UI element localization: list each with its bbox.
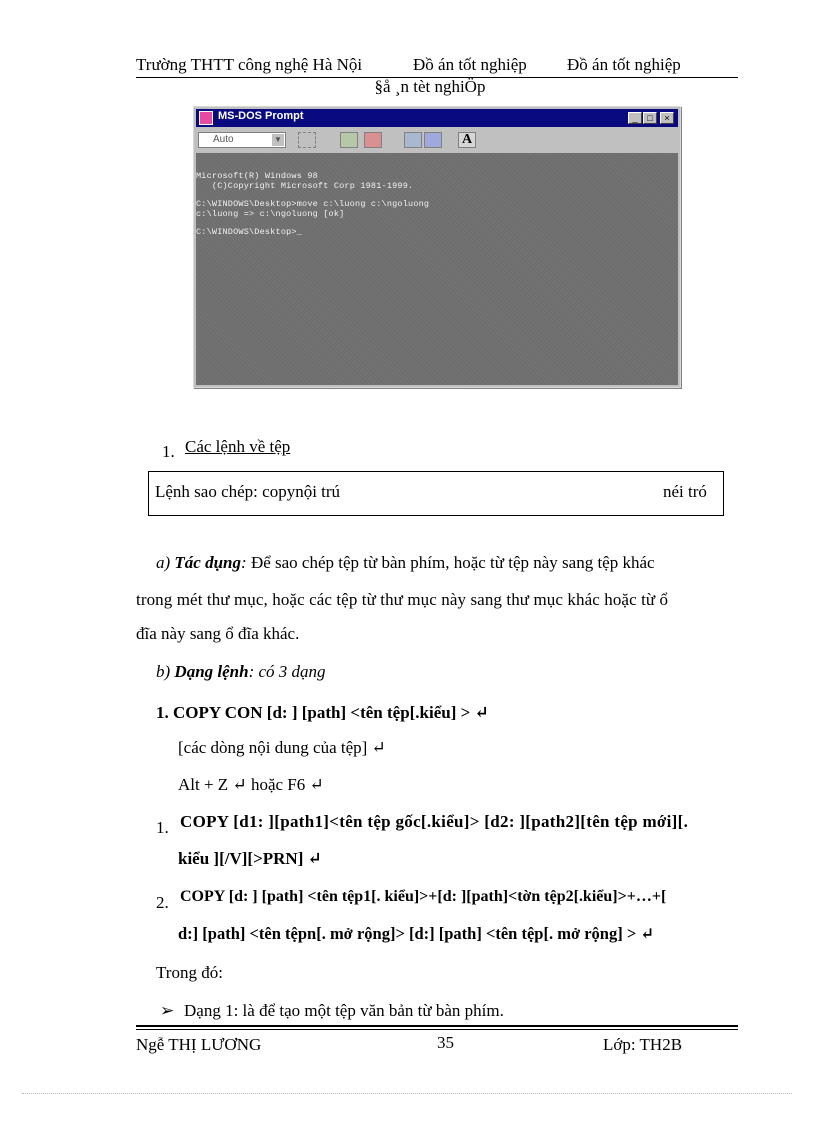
b-label: b) xyxy=(156,662,171,681)
dos-title-bar xyxy=(196,109,678,127)
copy-icon xyxy=(340,132,358,148)
a-term: Tác dụng xyxy=(174,553,242,572)
console-line: (C)Copyright Microsoft Corp 1981-1999. xyxy=(196,181,414,191)
page-bottom-border xyxy=(22,1093,792,1094)
command-box-text: Lệnh sao chép: copynội trú xyxy=(155,482,341,501)
format-2-number: 1. xyxy=(156,818,169,837)
where-label: Trong đó: xyxy=(156,963,223,982)
close-icon: × xyxy=(660,112,674,124)
format-2-line1: COPY [d1: ][path1]<tên tệp gốc[.kiểu]> [d2: ][path2][tên tệp mới][. xyxy=(180,812,689,831)
format-3-line2: d:] [path] <tên tệpn[. mở rộng]> [d:] [path] <tên tệp[. mở rộng] > ↵ xyxy=(178,924,655,943)
maximize-icon: □ xyxy=(643,112,657,124)
console-line: C:\WINDOWS\Desktop>move c:\luong c:\ngoluong xyxy=(196,199,430,209)
paragraph-a xyxy=(156,553,655,573)
format-1-content: [các dòng nội dung của tệp] ↵ xyxy=(178,738,386,757)
header-subtitle: §å ¸n tèt nghiÖp xyxy=(374,77,486,96)
section-heading: Các lệnh về tệp xyxy=(185,437,291,456)
console-line: C:\WINDOWS\Desktop>_ xyxy=(196,227,303,237)
a-line1: Để sao chép tệp từ bàn phím, hoặc từ tệp này sang tệp khác xyxy=(246,553,655,572)
minimize-icon: _ xyxy=(628,112,642,124)
font-icon: A xyxy=(458,132,476,148)
fullscreen-icon xyxy=(404,132,422,148)
format-3-number: 2. xyxy=(156,893,169,912)
console-line: Microsoft(R) Windows 98 xyxy=(196,171,318,181)
chevron-down-icon: ▼ xyxy=(272,134,284,146)
header-title-2: Đồ án tốt nghiệp xyxy=(567,55,681,74)
a-line3: đĩa này sang ổ đĩa khác. xyxy=(136,624,300,643)
footer-author: Ngễ THỊ LƯƠNG xyxy=(136,1035,262,1054)
paragraph-b xyxy=(156,662,326,682)
a-label: a) xyxy=(156,553,171,572)
dos-logo-icon xyxy=(199,111,213,125)
font-size-value: Auto xyxy=(213,134,234,145)
properties-icon xyxy=(424,132,442,148)
b-term: Dạng lệnh xyxy=(174,662,249,681)
section-number: 1. xyxy=(162,442,175,461)
command-box-right: néi tró xyxy=(663,482,707,501)
format-2-line2: kiểu ][/V][>PRN] ↵ xyxy=(178,849,322,868)
paste-icon xyxy=(364,132,382,148)
mark-icon xyxy=(298,132,316,148)
dos-console xyxy=(196,153,678,385)
bullet-arrow-icon: ➢ xyxy=(160,1001,175,1020)
console-line: c:\luong => c:\ngoluong [ok] xyxy=(196,209,345,219)
format-1-end: Alt + Z ↵ hoặc F6 ↵ xyxy=(178,775,324,794)
header-school: Trường THTT công nghệ Hà Nội xyxy=(136,55,363,74)
dos-title: MS-DOS Prompt xyxy=(218,110,304,122)
footer-page-number: 35 xyxy=(437,1033,454,1052)
command-box xyxy=(148,471,724,516)
format-3-line1: COPY [d: ] [path] <tên tệp1[. kiểu]>+[d: ][path]<tờn tệp2[.kiểu]>+…+[ xyxy=(180,888,667,905)
footer-rule xyxy=(136,1029,738,1030)
bullet-1: Dạng 1: là để tạo một tệp văn bản từ bàn phím. xyxy=(184,1001,504,1020)
format-1: 1. COPY CON [d: ] [path] <tên tệp[.kiểu] > ↵ xyxy=(156,703,489,722)
footer-class: Lớp: TH2B xyxy=(603,1035,683,1054)
header-title-1: Đồ án tốt nghiệp xyxy=(413,55,527,74)
dos-window-screenshot xyxy=(193,106,681,388)
font-size-select xyxy=(198,132,286,148)
a-line2: trong mét thư mục, hoặc các tệp từ thư mục này sang thư mục khác hoặc từ ổ xyxy=(136,590,669,609)
footer-rule xyxy=(136,1025,738,1027)
dos-toolbar xyxy=(196,128,678,152)
b-rest: : có 3 dạng xyxy=(248,662,326,681)
a-colon: : xyxy=(241,553,247,572)
